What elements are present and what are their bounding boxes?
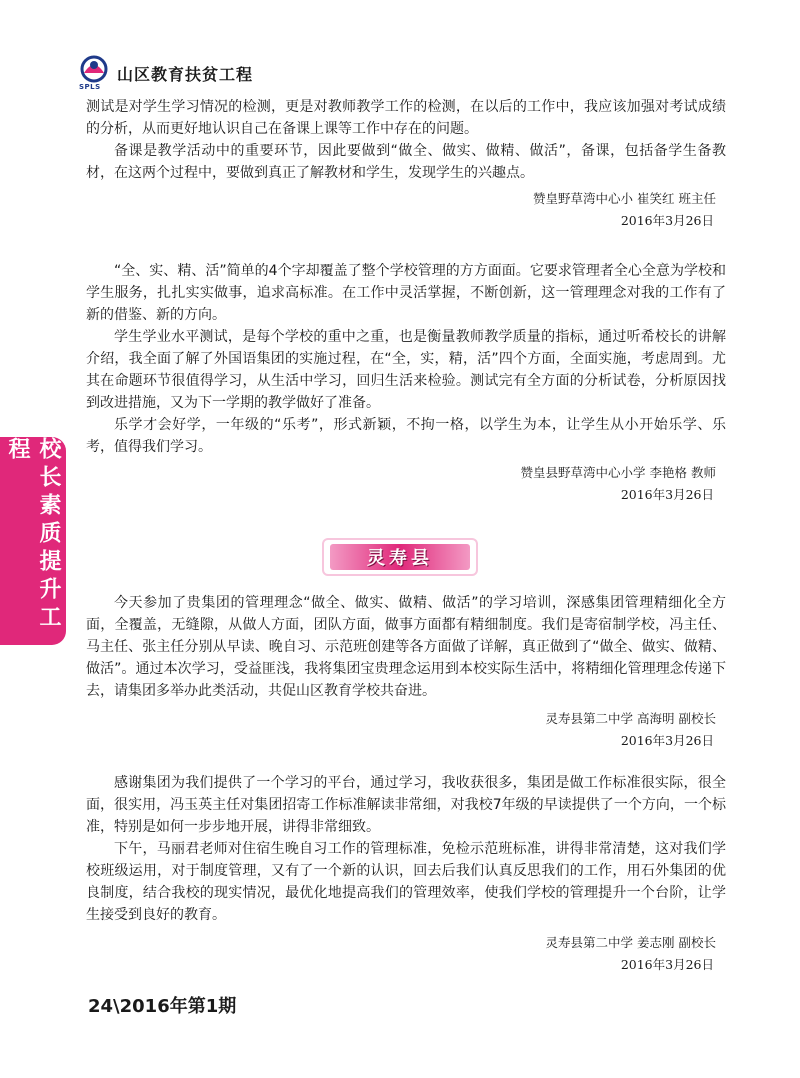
paragraph: 下午，马丽君老师对住宿生晚自习工作的管理标准，免检示范班标准，讲得非常清楚，这对我们学校班级运用，对于制度管理，又有了一个新的认识，回去后我们认真反思我们的工作，用石外集团的优良制度，结合我校的现实情况，最优化地提高我们的管理效率，使我们学校的管理提升一个台阶，让学生接受到良好的教育。: [86, 841, 726, 923]
date-line: 2016年3月26日: [620, 487, 714, 502]
date-line: 2016年3月26日: [620, 733, 714, 748]
county-banner-fill: [330, 544, 470, 570]
date-line: 2016年3月26日: [620, 957, 714, 972]
paragraph: 感谢集团为我们提供了一个学习的平台，通过学习，我收获很多，集团是做工作标准很实际，很全面，很实用，冯玉英主任对集团招寄工作标准解读非常细，对我校7年级的早读提供了一个方向，一个标准，特别是如何一步步地开展，讲得非常细致。: [86, 775, 726, 835]
article-section-3: [86, 592, 726, 752]
paragraph: 学生学业水平测试，是每个学校的重中之重，也是衡量教师教学质量的指标，通过听希校长的讲解介绍，我全面了解了外国语集团的实施过程，在“全，实，精，活”四个方面，全面实施，考虑周到。尤其在命题环节很值得学习，从生活中学习，回归生活来检验。测试完有全方面的分析试卷，分析原因找到改进措施，又为下一学期的教学做好了准备。: [86, 329, 726, 411]
county-banner: [324, 540, 476, 574]
paragraph: 乐学才会好学，一年级的“乐考”，形式新颖，不拘一格，以学生为本，让学生从小开始乐学、乐考，值得我们学习。: [86, 417, 726, 455]
side-tab-label: 校长素质提升工程: [5, 437, 61, 633]
page-footer: 24\2016年第1期: [88, 996, 237, 1017]
author-signature: 赞皇野草湾中心小 崔笑红 班主任: [533, 191, 716, 206]
logo-icon: [75, 55, 113, 85]
article-section-4: [86, 772, 726, 976]
article-section-1: [86, 96, 726, 232]
paragraph: 备课是教学活动中的重要环节，因此要做到“做全、做实、做精、做活”，备课，包括备学生备教材，在这两个过程中，要做到真正了解教材和学生，发现学生的兴趣点。: [86, 143, 726, 181]
paragraph: 今天参加了贵集团的管理理念“做全、做实、做精、做活”的学习培训，深感集团管理精细化全方面，全覆盖，无缝隙，从做人方面，团队方面，做事方面都有精细制度。我们是寄宿制学校，冯主任、马主任、张主任分别从早读、晚自习、示范班创建等各方面做了详解，真正做到了“做全、做实、做精、做活”。通过本次学习，受益匪浅，我将集团宝贵理念运用到本校实际生活中，将精细化管理理念传递下去，请集团多举办此类活动，共促山区教育学校共奋进。: [86, 595, 726, 699]
paragraph: 测试是对学生学习情况的检测，更是对教师教学工作的检测，在以后的工作中，我应该加强对考试成绩的分析，从而更好地认识自己在备课上课等工作中存在的问题。: [86, 99, 726, 137]
side-tab: [0, 437, 66, 645]
date-line: 2016年3月26日: [620, 213, 714, 228]
logo: [75, 55, 113, 91]
header-title: 山区教育扶贫工程: [117, 64, 254, 84]
county-title: 灵寿县: [367, 548, 433, 569]
author-signature: 灵寿县第二中学 高海明 副校长: [545, 711, 716, 726]
article-section-2: [86, 260, 726, 506]
author-signature: 赞皇县野草湾中心小学 李艳格 教师: [520, 465, 716, 480]
author-signature: 灵寿县第二中学 姜志刚 副校长: [545, 935, 716, 950]
logo-text: SPLS: [79, 83, 101, 91]
page-header: [75, 55, 253, 91]
paragraph: “全、实、精、活”简单的4个字却覆盖了整个学校管理的方方面面。它要求管理者全心全意为学校和学生服务，扎扎实实做事，追求高标准。在工作中灵活掌握，不断创新，这一管理理念对我的工作有了新的借鉴、新的方向。: [86, 263, 726, 323]
